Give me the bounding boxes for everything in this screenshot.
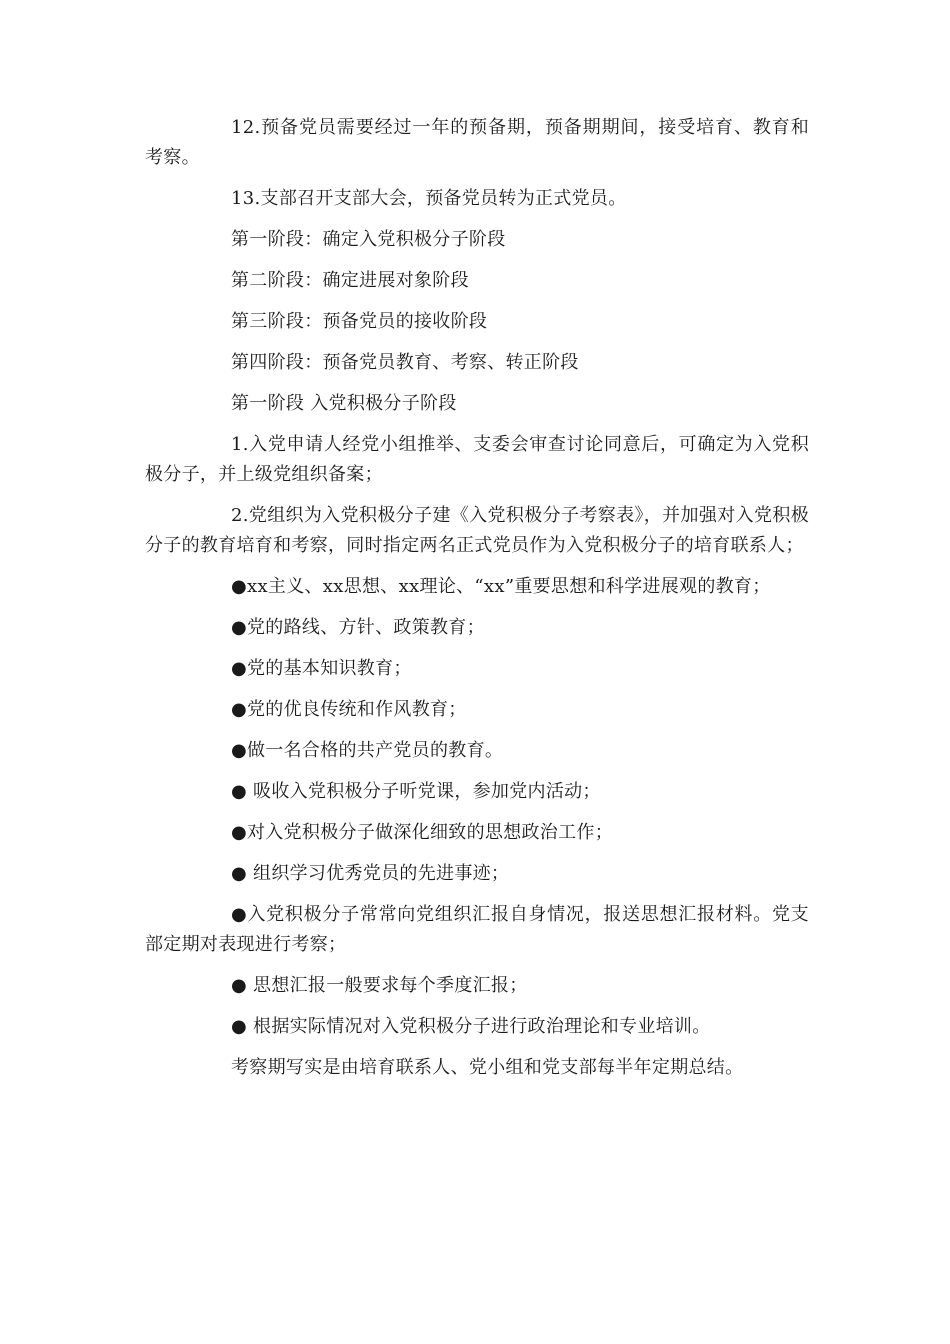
bullet-party-lectures: ● 吸收入党积极分子听党课，参加党内活动； xyxy=(231,781,601,802)
document-body xyxy=(145,113,809,1094)
paragraph-item-2: 2.党组织为入党积极分子建《入党积极分子考察表》，并加强对入党积极分子的教育培育和考察，同时指定两名正式党员作为入党积极分子的培育联系人； xyxy=(145,505,809,556)
stage-one-heading: 第一阶段：确定入党积极分子阶段 xyxy=(231,229,506,250)
stage-three-heading: 第三阶段：预备党员的接收阶段 xyxy=(231,311,488,332)
stage-two-heading: 第二阶段：确定进展对象阶段 xyxy=(231,270,469,291)
stage-four-heading: 第四阶段：预备党员教育、考察、转正阶段 xyxy=(231,352,579,373)
section-heading-stage-one: 第一阶段 入党积极分子阶段 xyxy=(231,393,457,414)
bullet-quarterly-report: ● 思想汇报一般要求每个季度汇报； xyxy=(231,975,528,996)
bullet-qualified-member: ●做一名合格的共产党员的教育。 xyxy=(231,740,504,761)
paragraph-item-1: 1.入党申请人经党小组推举、支委会审查讨论同意后，可确定为入党积极分子，并上级党组织备案； xyxy=(145,434,809,485)
bullet-fine-tradition: ●党的优良传统和作风教育； xyxy=(231,699,467,720)
bullet-theory-education: ●xx主义、xx思想、xx理论、“xx”重要思想和科学进展观的教育； xyxy=(231,576,771,597)
paragraph-branch-meeting: 13.支部召开支部大会，预备党员转为正式党员。 xyxy=(231,188,627,209)
bullet-model-study: ● 组织学习优秀党员的先进事迹； xyxy=(231,863,510,884)
bullet-basic-knowledge: ●党的基本知识教育； xyxy=(231,658,412,679)
bullet-training: ● 根据实际情况对入党积极分子进行政治理论和专业培训。 xyxy=(231,1016,711,1037)
paragraph-summary: 考察期写实是由培育联系人、党小组和党支部每半年定期总结。 xyxy=(231,1057,744,1078)
bullet-party-line: ●党的路线、方针、政策教育； xyxy=(231,617,485,638)
paragraph-probation-period: 12.预备党员需要经过一年的预备期，预备期期间，接受培育、教育和考察。 xyxy=(145,117,809,168)
bullet-ideological-work: ●对入党积极分子做深化细致的思想政治工作； xyxy=(231,822,614,843)
bullet-thought-reports: ●入党积极分子常常向党组织汇报自身情况，报送思想汇报材料。党支部定期对表现进行考察； xyxy=(145,904,809,955)
